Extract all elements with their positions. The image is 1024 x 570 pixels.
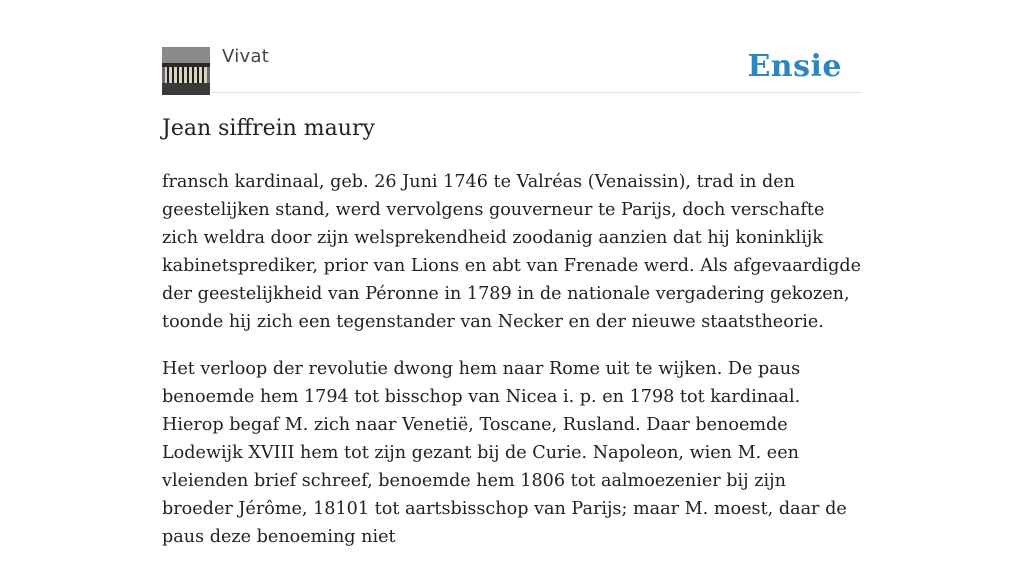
brand-logo[interactable]: Ensie xyxy=(747,49,842,84)
avatar-image xyxy=(162,47,210,95)
header xyxy=(162,46,862,93)
author-name[interactable]: Vivat xyxy=(222,46,270,67)
avatar[interactable] xyxy=(162,47,210,95)
article-title: Jean siffrein maury xyxy=(162,116,375,141)
article-paragraph: fransch kardinaal, geb. 26 Juni 1746 te Valréas (Venaissin), trad in den geestelijken stand, werd vervolgens gouverneur te Parijs, doch verschafte zich weldra door zijn welsprekendheid zoodanig aanzien dat hij koninklijk kabinetsprediker, prior van Lions en abt van Frenade werd. Als afgevaardigde der geestelijkheid van Péronne in 1789 in de nationale vergadering gekozen, toonde hij zich een tegenstander van Necker en der nieuwe staatstheorie. xyxy=(162,172,862,332)
article-body xyxy=(162,168,862,570)
article-paragraph: Het verloop der revolutie dwong hem naar Rome uit te wijken. De paus benoemde hem 1794 tot bisschop van Nicea i. p. en 1798 tot kardinaal. Hierop begaf M. zich naar Venetië, Toscane, Rusland. Daar benoemde Lodewijk XVIII hem tot zijn gezant bij de Curie. Napoleon, wien M. een vleienden brief schreef, benoemde hem 1806 tot aalmoezenier bij zijn broeder Jérôme, 18101 tot aartsbisschop van Parijs; maar M. moest, daar de paus deze benoeming niet xyxy=(162,359,847,547)
